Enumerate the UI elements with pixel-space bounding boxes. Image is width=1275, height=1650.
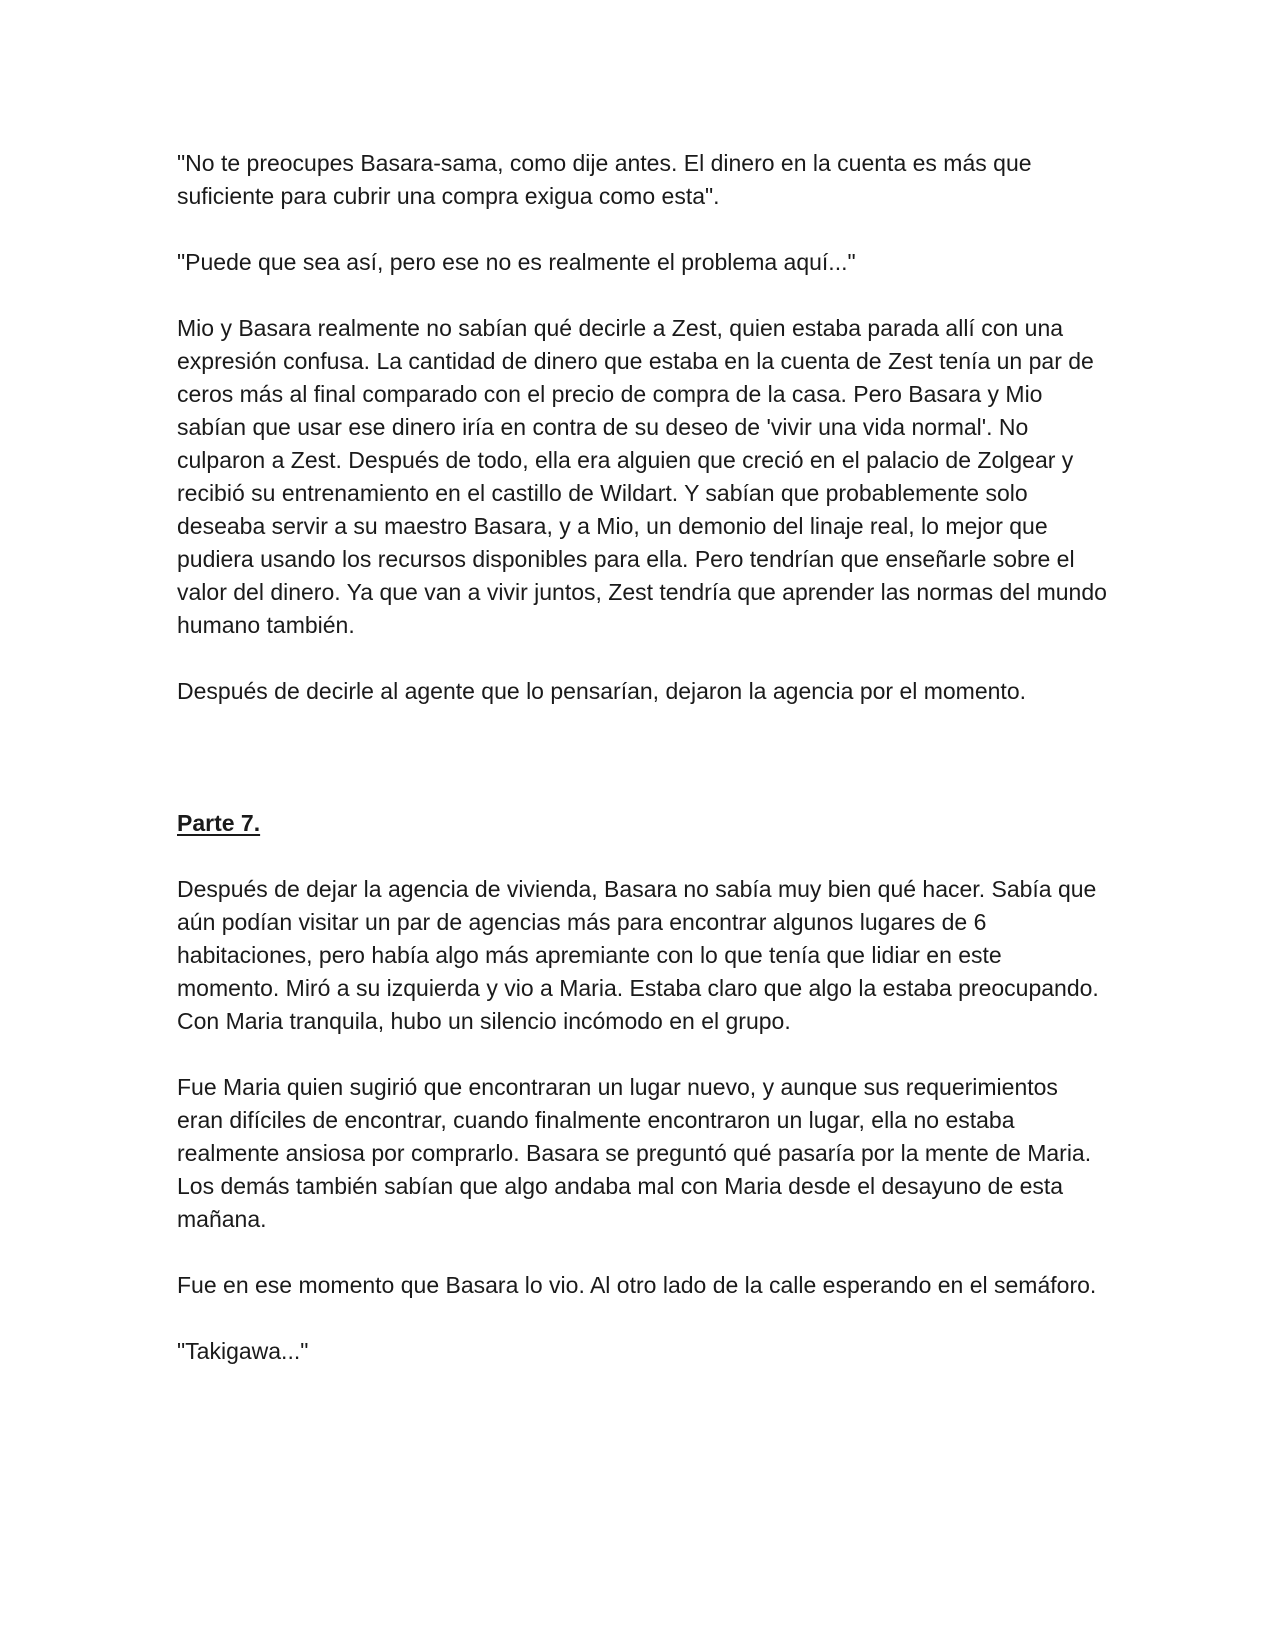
- paragraph: Fue Maria quien sugirió que encontraran un lugar nuevo, y aunque sus requerimientos eran difíciles de encontrar, cuando finalmente encontraron un lugar, ella no estaba realmente ansiosa por comprarlo. Basara se preguntó qué pasaría por la mente de Maria. Los demás también sabían que algo andaba mal con Maria desde el desayuno de esta mañana.: [177, 1074, 1092, 1232]
- paragraph: Después de decirle al agente que lo pensarían, dejaron la agencia por el momento.: [177, 678, 1027, 704]
- paragraph: "No te preocupes Basara-sama, como dije antes. El dinero en la cuenta es más que suficiente para cubrir una compra exigua como esta".: [177, 150, 1032, 209]
- section-heading: Parte 7.: [177, 810, 261, 836]
- section-spacer: [177, 741, 1107, 807]
- paragraph: "Puede que sea así, pero ese no es realmente el problema aquí...": [177, 249, 856, 275]
- paragraph: Después de dejar la agencia de vivienda, Basara no sabía muy bien qué hacer. Sabía que aún podían visitar un par de agencias más para encontrar algunos lugares de 6 habitaciones, pero había algo más apremiante con lo que tenía que lidiar en este momento. Miró a su izquierda y vio a Maria. Estaba claro que algo la estaba preocupando. Con Maria tranquila, hubo un silencio incómodo en el grupo.: [177, 876, 1099, 1034]
- paragraph: "Takigawa...": [177, 1338, 309, 1364]
- paragraph: Mio y Basara realmente no sabían qué decirle a Zest, quien estaba parada allí con una expresión confusa. La cantidad de dinero que estaba en la cuenta de Zest tenía un par de ceros más al final comparado con el precio de compra de la casa. Pero Basara y Mio sabían que usar ese dinero iría en contra de su deseo de 'vivir una vida normal'. No culparon a Zest. Después de todo, ella era alguien que creció en el palacio de Zolgear y recibió su entrenamiento en el castillo de Wildart. Y sabían que probablemente solo deseaba servir a su maestro Basara, y a Mio, un demonio del linaje real, lo mejor que pudiera usando los recursos disponibles para ella. Pero tendrían que enseñarle sobre el valor del dinero. Ya que van a vivir juntos, Zest tendría que aprender las normas del mundo humano también.: [177, 315, 1107, 638]
- document-body: [177, 147, 1107, 1401]
- paragraph: Fue en ese momento que Basara lo vio. Al otro lado de la calle esperando en el semáforo.: [177, 1272, 1097, 1298]
